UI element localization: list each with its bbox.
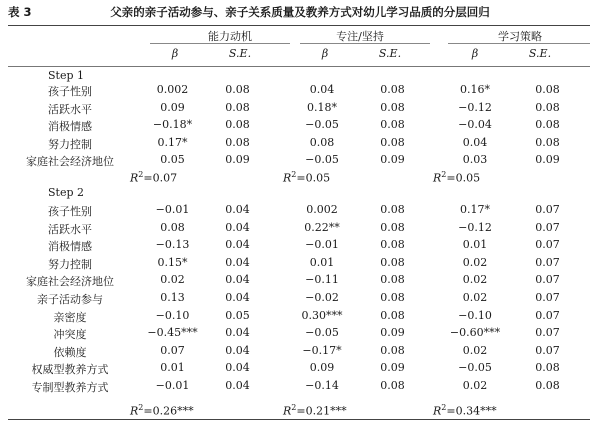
table-row xyxy=(0,221,600,238)
se-value: 0.04 xyxy=(225,379,250,392)
variable-name: 活跃水平 xyxy=(48,102,92,116)
beta-value: −0.05 xyxy=(458,361,492,375)
r-squared: $R^2=0.05$ xyxy=(283,170,331,185)
beta-value: 0.01 xyxy=(160,361,185,375)
beta-value: 0.08 xyxy=(309,135,335,149)
table-row xyxy=(0,83,600,100)
se-value: 0.08 xyxy=(380,255,405,269)
beta-value: −0.14 xyxy=(305,379,339,392)
table-row xyxy=(0,118,600,135)
beta-value: 0.04 xyxy=(462,135,488,149)
table-row xyxy=(0,101,600,118)
beta-value: −0.18* xyxy=(152,118,193,132)
group-header-ability-motivation: 能力动机 xyxy=(208,30,252,43)
se-value: 0.04 xyxy=(225,238,250,252)
se-value: 0.08 xyxy=(380,203,405,216)
table-row xyxy=(0,153,600,170)
se-value: 0.08 xyxy=(380,118,405,132)
se-value: 0.09 xyxy=(380,361,405,375)
step-label: Step 2 xyxy=(48,186,85,199)
beta-value: 0.02 xyxy=(462,255,488,269)
se-value: 0.08 xyxy=(380,291,405,304)
beta-value: 0.09 xyxy=(309,361,335,375)
beta-value: 0.03 xyxy=(462,153,488,167)
se-value: 0.07 xyxy=(535,220,560,234)
se-value: 0.04 xyxy=(225,220,250,234)
se-value: 0.04 xyxy=(225,203,250,216)
r-squared: $R^2=0.26***$ xyxy=(130,403,194,418)
se-value: 0.07 xyxy=(535,308,560,322)
se-value: 0.08 xyxy=(380,238,405,252)
beta-value: 0.08 xyxy=(160,220,185,234)
se-value: 0.08 xyxy=(380,273,405,287)
beta-value: 0.02 xyxy=(462,273,488,287)
se-value: 0.08 xyxy=(535,135,560,149)
se-value: 0.07 xyxy=(535,273,560,287)
table-row xyxy=(0,256,600,273)
se-value: 0.09 xyxy=(380,153,405,167)
table-row xyxy=(0,203,600,220)
beta-value: −0.17* xyxy=(302,343,342,357)
variable-name: 家庭社会经济地位 xyxy=(26,275,114,289)
se-value: 0.05 xyxy=(225,308,250,322)
r-squared: $R^2=0.07$ xyxy=(130,170,178,185)
beta-value: −0.01 xyxy=(305,238,339,252)
variable-name: 努力控制 xyxy=(48,137,92,151)
beta-value: 0.07 xyxy=(160,343,185,357)
beta-value: 0.02 xyxy=(462,379,488,392)
beta-value: −0.12 xyxy=(458,220,492,234)
beta-value: 0.18* xyxy=(307,100,337,114)
group-underline-2 xyxy=(300,43,430,44)
se-value: 0.08 xyxy=(380,379,405,392)
se-value: 0.08 xyxy=(535,83,560,96)
beta-value: 0.13 xyxy=(160,291,185,304)
beta-value: −0.05 xyxy=(305,153,339,167)
table-row xyxy=(0,291,600,308)
beta-value: 0.02 xyxy=(462,343,488,357)
beta-value: −0.01 xyxy=(155,379,190,392)
beta-value: −0.10 xyxy=(458,308,492,322)
variable-name: 消极情感 xyxy=(48,240,92,254)
variable-name: 冲突度 xyxy=(53,328,87,342)
variable-name: 专制型教养方式 xyxy=(31,381,109,394)
beta-header-2: β xyxy=(321,47,329,60)
table-row xyxy=(0,273,600,290)
beta-value: 0.002 xyxy=(306,203,338,216)
beta-value: 0.16* xyxy=(460,83,490,96)
r-squared: $R^2=0.05$ xyxy=(433,170,481,185)
r-squared: $R^2=0.21***$ xyxy=(283,403,347,418)
beta-value: −0.05 xyxy=(305,118,339,132)
group-header-learning-strategy: 学习策略 xyxy=(498,30,542,43)
top-rule xyxy=(8,25,590,26)
se-value: 0.08 xyxy=(380,100,405,114)
variable-name: 孩子性别 xyxy=(48,205,92,218)
table-row xyxy=(0,344,600,361)
beta-value: −0.45*** xyxy=(147,326,198,340)
beta-value: 0.01 xyxy=(309,255,335,269)
beta-value: 0.09 xyxy=(160,100,185,114)
beta-value: 0.002 xyxy=(156,83,189,96)
se-value: 0.08 xyxy=(380,135,405,149)
variable-name: 亲子活动参与 xyxy=(37,293,103,306)
beta-value: 0.02 xyxy=(462,291,488,304)
beta-value: 0.04 xyxy=(309,83,335,96)
se-value: 0.08 xyxy=(225,135,250,149)
se-value: 0.08 xyxy=(380,220,405,234)
se-value: 0.08 xyxy=(535,379,560,392)
bottom-rule xyxy=(8,419,590,420)
se-value: 0.04 xyxy=(225,326,250,340)
beta-value: −0.11 xyxy=(305,273,339,287)
se-header-2: S.E. xyxy=(378,47,402,60)
variable-name: 孩子性别 xyxy=(48,85,92,98)
table-number: 表 3 xyxy=(8,5,32,19)
table-row xyxy=(0,379,600,396)
se-value: 0.07 xyxy=(535,238,560,252)
se-value: 0.08 xyxy=(380,83,405,96)
beta-value: 0.30*** xyxy=(301,308,343,322)
beta-value: −0.04 xyxy=(458,118,492,132)
variable-name: 活跃水平 xyxy=(48,222,92,236)
beta-value: −0.01 xyxy=(155,203,190,216)
beta-header-3: β xyxy=(471,47,479,60)
se-value: 0.07 xyxy=(535,326,560,340)
variable-name: 亲密度 xyxy=(53,310,87,324)
se-value: 0.09 xyxy=(225,153,250,167)
beta-value: −0.02 xyxy=(305,291,339,304)
se-value: 0.08 xyxy=(535,100,560,114)
beta-value: 0.22** xyxy=(304,220,340,234)
table-caption xyxy=(8,4,592,20)
table-row xyxy=(0,326,600,343)
table-row xyxy=(0,309,600,326)
beta-value: 0.02 xyxy=(160,273,185,287)
beta-value: 0.01 xyxy=(462,238,488,252)
variable-name: 权威型教养方式 xyxy=(31,363,109,377)
beta-value: 0.05 xyxy=(160,153,185,167)
beta-value: 0.15* xyxy=(157,255,188,269)
group-underline-1 xyxy=(150,43,290,44)
beta-value: −0.10 xyxy=(155,308,190,322)
se-value: 0.04 xyxy=(225,273,250,287)
se-value: 0.04 xyxy=(225,255,250,269)
se-value: 0.04 xyxy=(225,291,250,304)
se-value: 0.08 xyxy=(225,118,250,132)
se-value: 0.07 xyxy=(535,343,560,357)
beta-value: −0.60*** xyxy=(449,326,501,340)
se-value: 0.04 xyxy=(225,361,250,375)
table-title: 父亲的亲子活动参与、亲子关系质量及教养方式对幼儿学习品质的分层回归 xyxy=(110,5,490,19)
variable-name: 依赖度 xyxy=(53,345,87,359)
se-header-3: S.E. xyxy=(528,47,552,60)
table-row xyxy=(0,238,600,255)
se-value: 0.09 xyxy=(535,153,560,167)
variable-name: 努力控制 xyxy=(48,257,92,271)
se-value: 0.08 xyxy=(535,361,560,375)
se-value: 0.08 xyxy=(535,118,560,132)
variable-name: 消极情感 xyxy=(48,120,92,134)
header-rule xyxy=(8,66,590,67)
variable-name: 家庭社会经济地位 xyxy=(26,155,114,169)
group-header-focus-persistence: 专注/坚持 xyxy=(336,30,384,43)
se-value: 0.09 xyxy=(380,326,405,340)
group-underline-3 xyxy=(448,43,590,44)
se-value: 0.08 xyxy=(380,343,405,357)
step-label: Step 1 xyxy=(48,69,85,82)
se-value: 0.04 xyxy=(225,343,250,357)
beta-value: 0.17* xyxy=(460,203,490,216)
beta-value: −0.12 xyxy=(458,100,492,114)
table-row xyxy=(0,361,600,378)
se-header-1: S.E. xyxy=(228,47,252,60)
beta-value: 0.17* xyxy=(157,135,188,149)
se-value: 0.08 xyxy=(225,100,250,114)
beta-header-1: β xyxy=(171,47,179,60)
beta-value: −0.05 xyxy=(305,326,339,340)
se-value: 0.08 xyxy=(225,83,250,96)
se-value: 0.08 xyxy=(380,308,405,322)
se-value: 0.07 xyxy=(535,291,560,304)
se-value: 0.07 xyxy=(535,203,560,216)
r-squared: $R^2=0.34***$ xyxy=(433,403,497,418)
beta-value: −0.13 xyxy=(155,238,190,252)
se-value: 0.07 xyxy=(535,255,560,269)
table-row xyxy=(0,136,600,153)
